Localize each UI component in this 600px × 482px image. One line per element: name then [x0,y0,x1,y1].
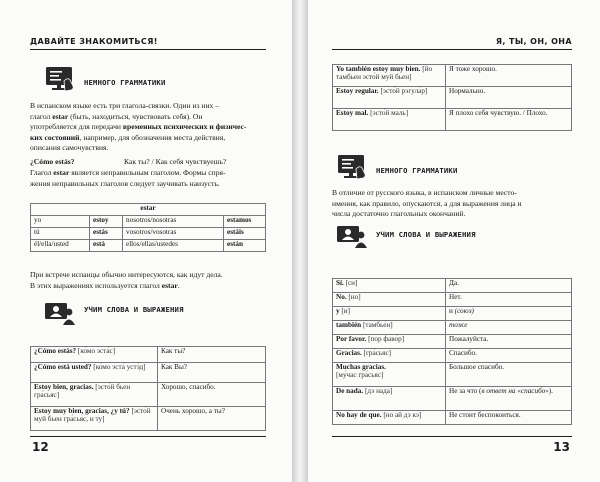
table-row: No hay de que. [но ай дэ кэ] Не стоит беспокоиться. [333,411,572,425]
running-head: ДАВАЙТЕ ЗНАКОМИТЬСЯ! [30,37,158,46]
table-row: Estoy bien, gracias. [эсто́й бьен гра́сьяс] Хорошо, спасибо. [31,383,266,407]
table-row: yo estoy nosotros/nosotras estamos [31,216,266,228]
page-number: 13 [553,440,570,454]
table-row: Yo también estoy muy bien. [йо тамбьен эсто́й муй бьен] Я тоже хорошо. [333,65,572,87]
table-row: Muchas gracias. [му́час гра́сьяс] Большое спасибо. [333,363,572,387]
vocabulary-section-title: УЧИМ СЛОВА И ВЫРАЖЕНИЯ [376,230,476,239]
vocabulary-icon [336,224,368,250]
table-row: también [тамбье́н] тоже [333,321,572,335]
grammar-section-title: НЕМНОГО ГРАММАТИКИ [376,166,458,175]
right-page [308,0,600,482]
table-row: De nada. [дэ нада] Не за что (в ответ на «спасибо»). [333,387,572,411]
table-row: tú estás vosotros/vosotras estáis [31,228,266,240]
table-row: Sí. [си] Да. [333,279,572,293]
grammar-paragraph: В испанском языке есть три глагола-связки. Один из них – глагол estar (быть, находиться, чувствовать себя). Он употребляется для передачи временных психических и физичес- ких состояний, например, для обозначения места действия, описания самочувствия. [30,101,247,153]
example-line: ¿Cómo estás? Как ты? / Как себя чувствуешь? [30,157,227,166]
header-rule [332,49,572,50]
vocabulary-icon [44,301,76,327]
table-row: Estoy muy bien, gracias, ¿y tú? [эсто́й муй бьен гра́сьяс, и ту] Очень хорошо, а ты? [31,407,266,431]
left-page [0,0,292,482]
pronoun-paragraph: В отличие от русского языка, в испанском личные место- имения, как правило, опускаются, а для выражения лица и числа достаточно глагольных окончаний. [332,188,522,219]
irregular-note: Глагол estar является неправильным глаголом. Формы спря- жения неправильных глаголов следует заучивать наизусть. [30,168,226,188]
phrases-table-continued [332,64,572,131]
table-row: ¿Cómo está usted? [ко́мо эста́ устэ́д] Как Вы? [31,363,266,383]
grammar-icon [336,154,368,180]
book-gutter [292,0,308,482]
table-row: Estoy mal. [эсто́й маль] Я плохо себя чувствую. / Плохо. [333,109,572,131]
table-row: Por favor. [пор фаво́р] Пожалуйста. [333,335,572,349]
table-row: Estoy regular. [эсто́й рэгула́р] Нормально. [333,87,572,109]
footer-rule [30,436,266,437]
words-table [332,278,572,425]
table-header: estar [31,204,266,216]
header-rule [30,49,266,50]
grammar-icon [44,66,76,92]
estar-conjugation-table [30,203,266,252]
table-row: No. [но] Нет. [333,293,572,307]
table-row: y [и] и (союз) [333,307,572,321]
running-head: Я, ТЫ, ОН, ОНА [495,37,572,46]
table-row: Gracias. [гра́сьяс] Спасибо. [333,349,572,363]
vocabulary-section-title: УЧИМ СЛОВА И ВЫРАЖЕНИЯ [84,305,184,314]
greeting-note: При встрече испанцы обычно интересуются, как идут дела. В этих выражениях используется глагол estar. [30,270,223,290]
grammar-section-title: НЕМНОГО ГРАММАТИКИ [84,78,166,87]
phrases-table [30,346,266,431]
page-number: 12 [32,440,49,454]
footer-rule [332,436,572,437]
table-row: ¿Cómo estás? [ко́мо эста́с] Как ты? [31,347,266,363]
table-row: él/ella/usted está ellos/ellas/ustedes están [31,240,266,252]
